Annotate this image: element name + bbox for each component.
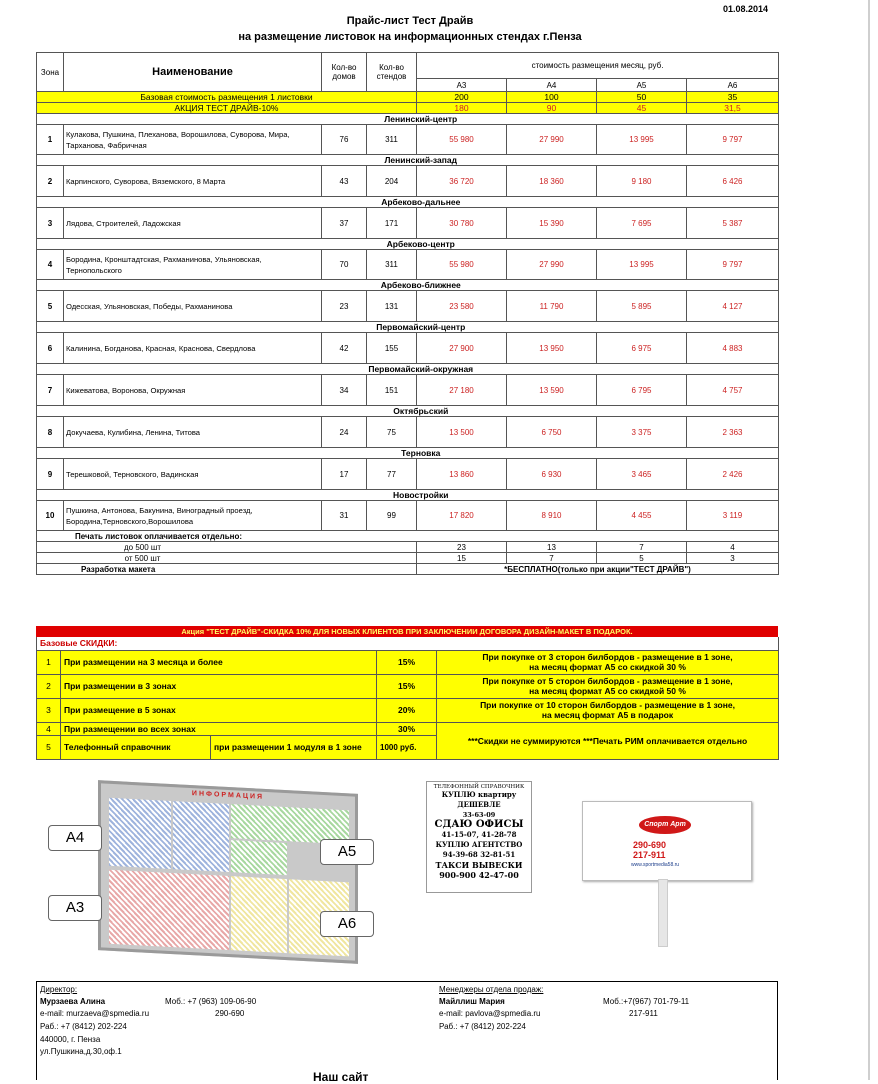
discount-pct: 15% xyxy=(377,674,437,698)
zone-price: 7 695 xyxy=(597,208,687,239)
section-spacer xyxy=(37,490,64,501)
zone-a3 xyxy=(109,870,229,950)
billboard-discount-line2: на месяц формат А5 со скидкой 50 % xyxy=(529,686,686,696)
zone-price: 13 500 xyxy=(417,417,507,448)
section-spacer xyxy=(37,364,64,375)
promo-price-row xyxy=(37,103,779,114)
table-row xyxy=(37,125,779,155)
base-price-value: 200 xyxy=(417,92,507,103)
zone-price: 36 720 xyxy=(417,166,507,197)
manager-mobile-short: 217-911 xyxy=(629,1009,658,1018)
info-board-illustration xyxy=(50,775,370,960)
promo-price-value: 31,5 xyxy=(687,103,779,114)
base-price-value: 100 xyxy=(507,92,597,103)
discount-num: 5 xyxy=(37,735,61,759)
zone-number: 1 xyxy=(37,125,64,155)
section-spacer xyxy=(37,239,64,250)
zone-price: 55 980 xyxy=(417,125,507,155)
phone-directory-ad xyxy=(426,781,532,893)
billboard-ad xyxy=(582,801,752,881)
director-mobile: Моб.: +7 (963) 109-06-90 xyxy=(165,997,257,1006)
zone-houses: 43 xyxy=(322,166,367,197)
format-header: А6 xyxy=(687,79,779,92)
phone-ad-line: 41-15-07, 41-28-78 xyxy=(441,830,517,839)
phone-ad-line: СДАЮ ОФИСЫ xyxy=(434,819,524,830)
zone-a4 xyxy=(109,798,171,869)
zone-price: 27 990 xyxy=(507,250,597,280)
section-row xyxy=(37,155,779,166)
billboard-discount xyxy=(437,674,779,698)
format-header: А5 xyxy=(597,79,687,92)
section-title: Первомайский-центр xyxy=(64,322,779,333)
table-row xyxy=(37,250,779,280)
discount-pct: 30% xyxy=(377,722,437,735)
billboard-pole xyxy=(658,879,668,947)
director-email[interactable]: e-mail: murzaeva@spmedia.ru xyxy=(40,1009,150,1018)
zone-stands: 131 xyxy=(367,291,417,322)
phone-ad-line: 33-63-09 xyxy=(462,811,496,819)
zone-a5 xyxy=(231,840,287,875)
promo-price-label: АКЦИЯ ТЕСТ ДРАЙВ-10% xyxy=(37,103,417,114)
zone-price: 13 590 xyxy=(507,375,597,406)
table-row xyxy=(37,417,779,448)
zone-houses: 34 xyxy=(322,375,367,406)
zone-streets: Кулакова, Пушкина, Плеханова, Ворошилова, Суворова, Мира, Тарханова, Фабричная xyxy=(64,125,322,155)
discounts-table xyxy=(36,637,779,760)
zone-price: 13 950 xyxy=(507,333,597,364)
section-spacer xyxy=(37,406,64,417)
site-label: Наш сайт xyxy=(313,1070,369,1084)
zone-houses: 31 xyxy=(322,501,367,531)
zone-streets: Докучаева, Кулибина, Ленина, Титова xyxy=(64,417,322,448)
discount-pct: 20% xyxy=(377,698,437,722)
table-row xyxy=(37,333,779,364)
discount-row xyxy=(37,722,779,735)
stands-header: Кол-во стендов xyxy=(367,53,417,92)
section-spacer xyxy=(37,114,64,125)
managers-title: Менеджеры отдела продаж: xyxy=(439,985,544,994)
zone-price: 30 780 xyxy=(417,208,507,239)
section-title: Арбеково-ближнее xyxy=(64,280,779,291)
section-title: Октябрьский xyxy=(64,406,779,417)
phone-ad-line: КУПЛЮ АГЕНТСТВО xyxy=(435,840,523,849)
layout-dev-label: Разработка макета xyxy=(37,564,417,575)
discount-row xyxy=(37,650,779,674)
discount-num: 3 xyxy=(37,698,61,722)
address-line: 440000, г. Пенза xyxy=(40,1035,101,1044)
manager-mobile: Моб.:+7(967) 701-79-11 xyxy=(603,997,690,1006)
layout-dev-value: *БЕСПЛАТНО(только при акции"ТЕСТ ДРАЙВ") xyxy=(417,564,779,575)
contacts-footer xyxy=(36,981,778,1084)
print-note: Печать листовок оплачивается отдельно: xyxy=(37,531,779,542)
zone-price: 4 455 xyxy=(597,501,687,531)
zone-number: 6 xyxy=(37,333,64,364)
zone-stands: 171 xyxy=(367,208,417,239)
section-title: Первомайский-окружная xyxy=(64,364,779,375)
zone-price: 4 127 xyxy=(687,291,779,322)
zone-price: 3 375 xyxy=(597,417,687,448)
discount-num: 4 xyxy=(37,722,61,735)
director-work-phone: Раб.: +7 (8412) 202-224 xyxy=(40,1022,127,1031)
phone-ad-header: ТЕЛЕФОННЫЙ СПРАВОЧНИК xyxy=(433,784,525,790)
discount-row xyxy=(37,698,779,722)
section-title: Терновка xyxy=(64,448,779,459)
zone-header: Зона xyxy=(37,53,64,92)
zone-stands: 77 xyxy=(367,459,417,490)
zone-price: 4 883 xyxy=(687,333,779,364)
director-mobile-short: 290-690 xyxy=(215,1009,245,1018)
table-row xyxy=(37,208,779,239)
zone-number: 4 xyxy=(37,250,64,280)
print-price: 4 xyxy=(687,542,779,553)
billboard-discount-line1: При покупке от 5 сторон билбордов - размещение в 1 зоне, xyxy=(482,676,733,686)
table-row xyxy=(37,166,779,197)
format-header: А4 xyxy=(507,79,597,92)
print-price: 3 xyxy=(687,553,779,564)
discount-text: При размещении во всех зонах xyxy=(61,722,377,735)
billboard-discount-line2: на месяц формат А5 в подарок xyxy=(541,710,674,720)
zone-streets: Одесская, Ульяновская, Победы, Рахманинова xyxy=(64,291,322,322)
zone-price: 6 426 xyxy=(687,166,779,197)
discount-row xyxy=(37,674,779,698)
section-row xyxy=(37,114,779,125)
billboard-site: www.sportmedia58.ru xyxy=(631,862,680,868)
base-price-label: Базовая стоимость размещения 1 листовки xyxy=(37,92,417,103)
discount-text: При размещении в 3 зонах xyxy=(61,674,377,698)
zone-streets: Бородина, Кронштадтская, Рахманинова, Ульяновская, Тернопольского xyxy=(64,250,322,280)
section-spacer xyxy=(37,322,64,333)
zone-stands: 311 xyxy=(367,250,417,280)
address-line: ул.Пушкина,д.30,оф.1 xyxy=(40,1047,122,1056)
zone-price: 3 119 xyxy=(687,501,779,531)
director-title: Директор: xyxy=(40,985,78,994)
manager-work-phone: Раб.: +7 (8412) 202-224 xyxy=(439,1022,526,1031)
phone-directory-condition: при размещении 1 модуля в 1 зоне xyxy=(211,735,377,759)
zone-streets: Лядова, Строителей, Ладожская xyxy=(64,208,322,239)
billboard-logo: Спорт Арт xyxy=(639,816,691,834)
table-row xyxy=(37,501,779,531)
zone-price: 11 790 xyxy=(507,291,597,322)
promo-price-value: 90 xyxy=(507,103,597,114)
table-row xyxy=(37,291,779,322)
billboard-discount xyxy=(437,650,779,674)
label-a5: А5 xyxy=(320,839,374,865)
print-row xyxy=(37,553,779,564)
phone-ad-line: ТАКСИ ВЫВЕСКИ xyxy=(435,860,523,870)
zone-price: 27 180 xyxy=(417,375,507,406)
print-price: 5 xyxy=(597,553,687,564)
base-price-value: 50 xyxy=(597,92,687,103)
billboard-discount-line2: на месяц формат А5 со скидкой 30 % xyxy=(529,662,686,672)
zone-price: 27 990 xyxy=(507,125,597,155)
zone-number: 7 xyxy=(37,375,64,406)
print-label: до 500 шт xyxy=(37,542,417,553)
director-name: Мурзаева Алина xyxy=(40,997,106,1006)
zone-price: 3 465 xyxy=(597,459,687,490)
zone-price: 5 895 xyxy=(597,291,687,322)
zone-price: 55 980 xyxy=(417,250,507,280)
section-spacer xyxy=(37,280,64,291)
section-row xyxy=(37,197,779,208)
zone-houses: 23 xyxy=(322,291,367,322)
section-spacer xyxy=(37,197,64,208)
discount-text: При размещении на 3 месяца и более xyxy=(61,650,377,674)
phone-directory-price: 1000 руб. xyxy=(377,735,437,759)
zone-price: 23 580 xyxy=(417,291,507,322)
billboard-discount xyxy=(437,698,779,722)
print-row xyxy=(37,542,779,553)
zone-price: 15 390 xyxy=(507,208,597,239)
phone-ad-line: КУПЛЮ квартиру ДЕШЕВЛЕ xyxy=(441,790,517,809)
discount-text: При размещение в 5 зонах xyxy=(61,698,377,722)
zone-price: 13 995 xyxy=(597,250,687,280)
zone-price: 17 820 xyxy=(417,501,507,531)
print-label: от 500 шт xyxy=(37,553,417,564)
zone-houses: 24 xyxy=(322,417,367,448)
zone-stands: 151 xyxy=(367,375,417,406)
print-price: 23 xyxy=(417,542,507,553)
promo-price-value: 45 xyxy=(597,103,687,114)
base-price-row xyxy=(37,92,779,103)
zone-streets: Терешковой, Терновского, Вадинская xyxy=(64,459,322,490)
name-header: Наименование xyxy=(64,53,322,92)
phone-directory-label: Телефонный справочник xyxy=(61,735,211,759)
manager-name: Майллиш Мария xyxy=(439,997,505,1006)
zone-stands: 99 xyxy=(367,501,417,531)
zone-number: 10 xyxy=(37,501,64,531)
billboard-phone: 290-690 xyxy=(633,840,667,850)
zone-houses: 70 xyxy=(322,250,367,280)
phone-ad-line: 94-39-68 32-81-51 xyxy=(442,850,516,859)
discounts-label: Базовые СКИДКИ: xyxy=(37,637,779,650)
houses-header: Кол-во домов xyxy=(322,53,367,92)
print-price: 7 xyxy=(507,553,597,564)
section-title: Ленинский-центр xyxy=(64,114,779,125)
section-title: Арбеково-центр xyxy=(64,239,779,250)
billboard-phone: 217-911 xyxy=(633,850,666,860)
zone-price: 18 360 xyxy=(507,166,597,197)
discount-num: 2 xyxy=(37,674,61,698)
zone-price: 9 797 xyxy=(687,125,779,155)
section-title: Новостройки xyxy=(64,490,779,501)
page-title: Прайс-лист Тест Драйв xyxy=(346,15,474,27)
billboard-discount-line1: При покупке от 3 сторон билбордов - размещение в 1 зоне, xyxy=(482,652,733,662)
zone-number: 2 xyxy=(37,166,64,197)
zone-price: 13 995 xyxy=(597,125,687,155)
zone-number: 8 xyxy=(37,417,64,448)
price-table xyxy=(36,52,779,575)
label-a6: А6 xyxy=(320,911,374,937)
zone-a6 xyxy=(231,876,287,953)
print-price: 13 xyxy=(507,542,597,553)
zone-price: 9 797 xyxy=(687,250,779,280)
zone-houses: 17 xyxy=(322,459,367,490)
label-a3: А3 xyxy=(48,895,102,921)
phone-ad-line: 900-900 42-47-00 xyxy=(439,870,519,880)
zone-a4-right xyxy=(173,801,229,872)
section-row xyxy=(37,364,779,375)
base-price-value: 35 xyxy=(687,92,779,103)
section-row xyxy=(37,448,779,459)
zone-price: 4 757 xyxy=(687,375,779,406)
zone-price: 6 795 xyxy=(597,375,687,406)
zone-price: 13 860 xyxy=(417,459,507,490)
zone-stands: 75 xyxy=(367,417,417,448)
zone-price: 8 910 xyxy=(507,501,597,531)
zone-price: 5 387 xyxy=(687,208,779,239)
zone-streets: Карпинского, Суворова, Вяземского, 8 Марта xyxy=(64,166,322,197)
zone-price: 6 750 xyxy=(507,417,597,448)
section-title: Ленинский-запад xyxy=(64,155,779,166)
discount-note: ***Скидки не суммируются ***Печать РИМ оплачивается отдельно xyxy=(437,722,779,759)
section-row xyxy=(37,280,779,291)
promo-price-value: 180 xyxy=(417,103,507,114)
zone-price: 6 975 xyxy=(597,333,687,364)
zone-streets: Калинина, Богданова, Красная, Краснова, Свердлова xyxy=(64,333,322,364)
billboard-discount-line1: При покупке от 10 сторон билбордов - размещение в 1 зоне, xyxy=(480,700,735,710)
section-row xyxy=(37,239,779,250)
promo-banner: Акция "ТЕСТ ДРАЙВ"-СКИДКА 10% ДЛЯ НОВЫХ КЛИЕНТОВ ПРИ ЗАКЛЮЧЕНИИ ДОГОВОРА ДИЗАЙН-МАКЕТ В ПОДАРОК. xyxy=(36,626,778,637)
zone-number: 5 xyxy=(37,291,64,322)
table-row xyxy=(37,375,779,406)
zone-streets: Пушкина, Антонова, Бакунина, Виноградный проезд, Бородина,Терновского,Ворошилова xyxy=(64,501,322,531)
label-a4: А4 xyxy=(48,825,102,851)
section-row xyxy=(37,490,779,501)
page-subtitle: на размещение листовок на информационных стендах г.Пенза xyxy=(238,31,582,43)
zone-stands: 311 xyxy=(367,125,417,155)
print-note-row xyxy=(37,531,779,542)
format-header: А3 xyxy=(417,79,507,92)
section-title: Арбеково-дальнее xyxy=(64,197,779,208)
section-spacer xyxy=(37,155,64,166)
zone-price: 27 900 xyxy=(417,333,507,364)
zone-price: 6 930 xyxy=(507,459,597,490)
document-date: 01.08.2014 xyxy=(722,4,768,14)
zone-price: 2 426 xyxy=(687,459,779,490)
print-price: 7 xyxy=(597,542,687,553)
discount-pct: 15% xyxy=(377,650,437,674)
table-row xyxy=(37,459,779,490)
zone-houses: 76 xyxy=(322,125,367,155)
section-spacer xyxy=(37,448,64,459)
zone-stands: 155 xyxy=(367,333,417,364)
zone-number: 3 xyxy=(37,208,64,239)
section-row xyxy=(37,406,779,417)
zone-stands: 204 xyxy=(367,166,417,197)
info-board xyxy=(98,780,358,964)
zone-price: 9 180 xyxy=(597,166,687,197)
print-price: 15 xyxy=(417,553,507,564)
layout-dev-row xyxy=(37,564,779,575)
zone-houses: 37 xyxy=(322,208,367,239)
cost-header: стоимость размещения месяц, руб. xyxy=(417,53,779,79)
zone-streets: Кижеватова, Воронова, Окружная xyxy=(64,375,322,406)
section-row xyxy=(37,322,779,333)
zone-number: 9 xyxy=(37,459,64,490)
zone-price: 2 363 xyxy=(687,417,779,448)
manager-email[interactable]: e-mail: pavlova@spmedia.ru xyxy=(439,1009,541,1018)
board-title: ИНФОРМАЦИЯ xyxy=(191,790,265,801)
discount-num: 1 xyxy=(37,650,61,674)
zone-houses: 42 xyxy=(322,333,367,364)
